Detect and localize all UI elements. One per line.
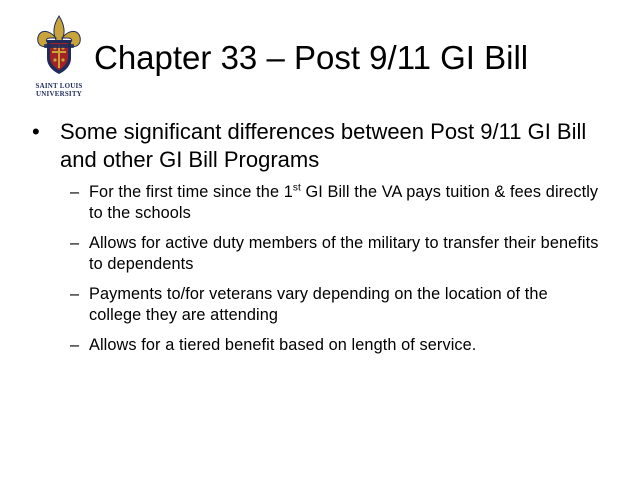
- logo-line-2: UNIVERSITY: [36, 90, 82, 98]
- bullet-text: Some significant differences between Post 9/11 GI Bill and other GI Bill Programs: [60, 119, 587, 172]
- sub-bullet-item: [32, 335, 602, 356]
- slide-title: Chapter 33 – Post 9/11 GI Bill: [94, 39, 529, 76]
- sub-bullet-item: [32, 182, 602, 224]
- logo-line-1: SAINT LOUIS: [35, 82, 83, 90]
- sub-bullet-text: Allows for a tiered benefit based on length of service.: [89, 336, 477, 354]
- dash-symbol: –: [70, 183, 80, 201]
- sub-bullet-text-post: GI Bill the VA pays tuition & fees directly to the schools: [89, 183, 599, 222]
- dash-symbol: –: [70, 234, 80, 252]
- bullet-item: [32, 118, 602, 174]
- logo-wordmark: [32, 82, 86, 98]
- sub-bullet-text-pre: For the first time since the 1: [89, 183, 293, 201]
- bullet-symbol: •: [32, 119, 40, 144]
- university-logo: [32, 14, 86, 104]
- sub-bullet-item: [32, 284, 602, 326]
- dash-symbol: –: [70, 285, 80, 303]
- dash-symbol: –: [70, 336, 80, 354]
- ordinal-superscript: st: [292, 182, 301, 194]
- sub-bullet-list: [32, 182, 602, 356]
- sub-bullet-text: Allows for active duty members of the military to transfer their benefits to dependents: [89, 234, 599, 273]
- fleur-de-lis-seal-icon: [32, 14, 86, 80]
- sub-bullet-item: [32, 233, 602, 275]
- bullet-list: [32, 118, 602, 365]
- sub-bullet-text: Payments to/for veterans vary depending on the location of the college they are attending: [89, 285, 548, 324]
